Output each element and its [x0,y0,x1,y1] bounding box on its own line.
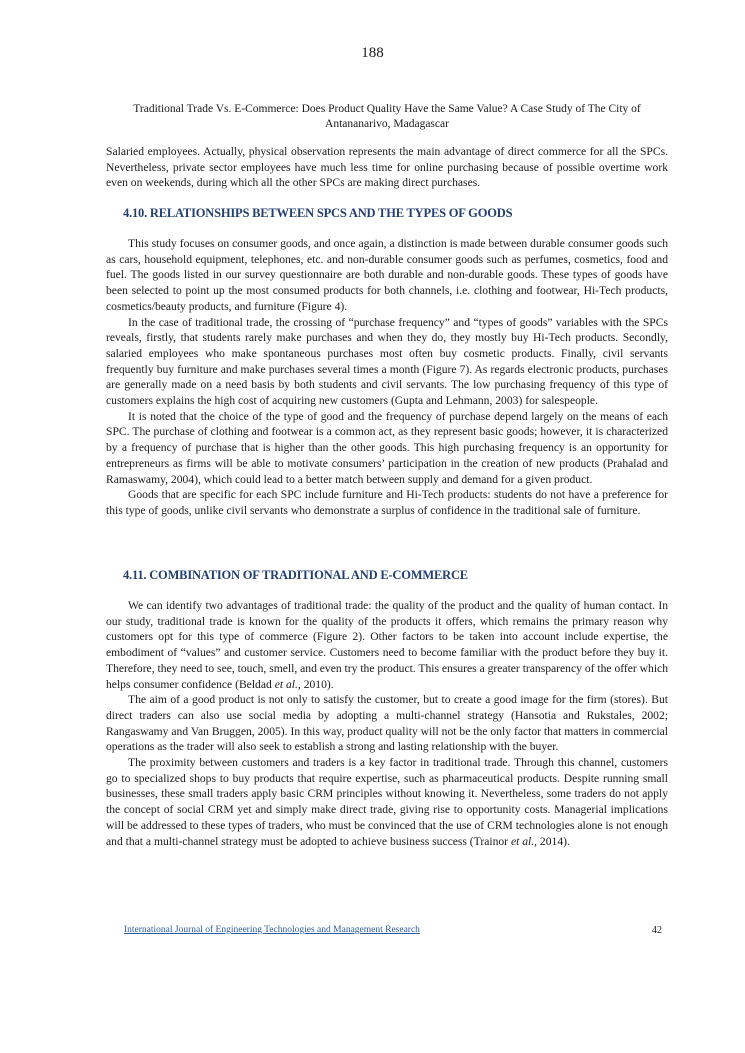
paragraph [106,755,668,849]
paragraph [106,598,668,692]
text: , 2014). [534,834,570,848]
section-heading-4-10: 4.10. RELATIONSHIPS BETWEEN SPCS AND THE TYPES OF GOODS [123,206,513,220]
paragraph: In the case of traditional trade, the crossing of “purchase frequency” and “types of goods” variables with the SPCs reveals, firstly, that students rarely make purchases and when they do, they mostly buy Hi-Tech products. Secondly, salaried employees who make spontaneous purchases most often buy cosmetic products. Finally, civil servants frequently buy furniture and make purchases several times a month (Figure 7). As regards electronic products, purchases are generally made on a need basis by both students and civil servants. The low purchasing frequency of this type of customers explains the high cost of acquiring new customers (Gupta and Lehmann, 2003) for salespeople. [106,315,668,408]
journal-link[interactable]: International Journal of Engineering Technologies and Management Research [124,925,420,935]
paragraph: This study focuses on consumer goods, and once again, a distinction is made between durable consumer goods such as cars, household equipment, telephones, etc. and non-durable consumer goods such as perfumes, cosmetics, food and fuel. The goods listed in our survey questionnaire are both durable and non-durable goods. These types of goods have been selected to point up the most consumed products for both channels, i.e. clothing and footwear, Hi-Tech products, cosmetics/beauty products, and furniture (Figure 4). [106,237,668,313]
paragraph: Goods that are specific for each SPC include furniture and Hi-Tech products: students do not have a preference for this type of goods, unlike civil servants who demonstrate a surplus of confidence in the traditional sale of furniture. [106,488,668,517]
page-number: 188 [361,45,384,61]
text: , 2010). [297,677,334,691]
emphasis: et al. [274,677,298,691]
intro-section [106,144,668,191]
paragraph: It is noted that the choice of the type of good and the frequency of purchase depend largely on the means of each SPC. The purchase of clothing and footwear is a common act, as they represent basic goods; however, it is characterized by a frequency of purchase that is higher than the other goods. This high purchasing frequency is an opportunity for entrepreneurs as firms will be able to motivate consumers’ participation in the creation of new products (Prahalad and Ramaswamy, 2004), which could lead to a better match between supply and demand for a given product. [106,409,668,486]
paragraph: The aim of a good product is not only to satisfy the customer, but to create a good image for the firm (stores). But direct traders can also use social media by adopting a multi-channel strategy (Hansotia and Rukstales, 2002; Rangaswamy and Van Bruggen, 2005). In this way, product quality will not be the only factor that matters in commercial operations as the trader will also seek to establish a strong and lasting relationship with the buyer. [106,693,668,754]
running-header: Traditional Trade Vs. E-Commerce: Does Product Quality Have the Same Value? A Case Study of The City of Antananarivo, Madagascar [133,103,641,130]
paragraph: Salaried employees. Actually, physical observation represents the main advantage of direct commerce for all the SPCs. Nevertheless, private sector employees have much less time for online purchasing because of possible overtime work even on weekends, during which all the other SPCs are making direct purchases. [106,145,668,190]
section-4-11-body [106,598,668,849]
section-heading-4-11: 4.11. COMBINATION OF TRADITIONAL AND E-COMMERCE [123,568,468,582]
text: The proximity between customers and traders is a key factor in traditional trade. Through this channel, customers go to specialized shops to buy products that require expertise, such as pharmaceutical products. Despite running small businesses, these small traders apply basic CRM principles without knowing it. Nevertheless, some traders do not apply the concept of social CRM yet and simply make direct trade, giving rise to opportunity costs. Managerial implications will be addressed to these types of traders, who must be convinced that the use of CRM technologies alone is not enough and that a multi-channel strategy must be adopted to achieve business success (Trainor [106,756,668,848]
emphasis: et al. [510,834,535,848]
text: We can identify two advantages of traditional trade: the quality of the product and the quality of human contact. In our study, traditional trade is known for the quality of the products it offers, which remains the primary reason why customers opt for this type of commerce (Figure 2). Other factors to be taken into account include expertise, the embodiment of “values” and customer service. Customers need to become familiar with the product before they buy it. Therefore, they need to see, touch, smell, and even try the product. This ensures a greater transparency of the offer which helps consumer confidence (Beldad [106,599,668,691]
footer-page-number: 42 [652,925,662,936]
section-4-10-body [106,236,668,519]
